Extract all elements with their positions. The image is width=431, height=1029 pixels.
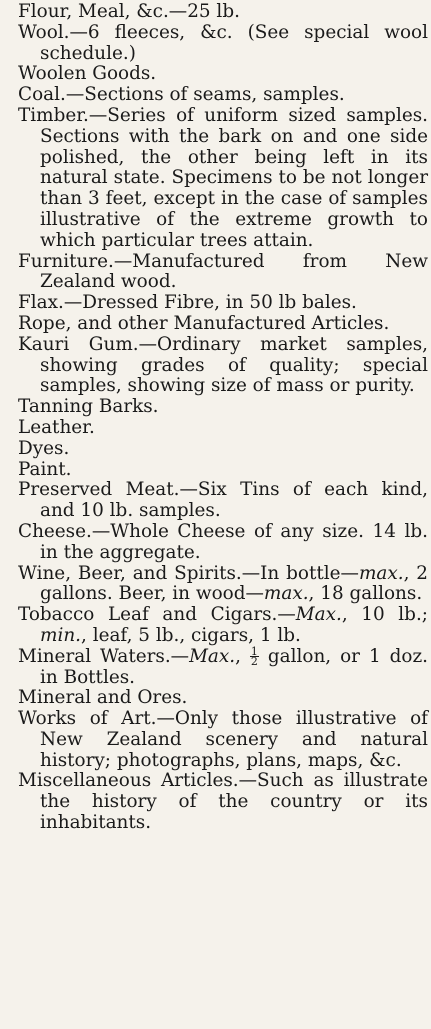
entry-sep: —: [69, 21, 88, 43]
entry-body: Ordinary market samples, showing grades of quality; special samples, showing size of mass or purity.: [40, 333, 428, 397]
entry-body-part: In bottle—: [260, 562, 359, 584]
entry-sep: —: [138, 333, 158, 355]
entry-coal: [18, 85, 428, 106]
entry-body-italic: max.: [263, 583, 309, 605]
entry-body: Six Tins of each kind, and 10 lb. samples.: [40, 479, 429, 522]
entry-head: Flax.: [18, 292, 64, 314]
entry-sep: —: [88, 104, 108, 126]
entry-body: Only those illustrative of New Zealand scenery and natural history; photographs, plans, maps, &c.: [40, 708, 428, 771]
entry-body: Whole Cheese of any size. 14 lb. in the aggregate.: [40, 520, 428, 563]
entry-timber: [18, 106, 428, 252]
entry-head: Dyes.: [18, 437, 70, 459]
entry-head: Kauri Gum.: [18, 333, 139, 355]
fraction-denominator: 2: [250, 655, 258, 669]
entry-sep: —: [238, 770, 258, 792]
entry-preserved-meat: [18, 480, 428, 522]
entry-head: Coal.: [18, 84, 66, 106]
entry-sep: —: [277, 604, 296, 626]
entry-head: Flour, Meal, &c.: [18, 1, 169, 22]
entry-sep: —: [156, 708, 175, 730]
entry-mineral-waters: [18, 647, 428, 689]
entry-head: Mineral and Ores.: [18, 687, 188, 709]
schedule-column: [18, 2, 428, 834]
entry-dyes: [18, 439, 428, 460]
entry-wool: [18, 23, 428, 65]
entry-head: Furniture.: [18, 250, 114, 272]
entry-body-part: , 18 gallons.: [308, 583, 423, 605]
entry-head: Mineral Waters.: [18, 645, 171, 667]
fraction-numerator: 1: [250, 645, 258, 659]
entry-miscellaneous: [18, 771, 428, 833]
entry-body-part: gallon, or 1 doz. in Bottles.: [40, 645, 428, 688]
entry-body-italic: Max.: [295, 604, 342, 626]
entry-head: Rope, and other Manufactured Articles.: [18, 312, 390, 334]
entry-body-part: , 10 lb.;: [341, 604, 428, 626]
entry-head: Miscellaneous Articles.: [18, 770, 239, 792]
entry-body: Series of uniform sized samples. Sections with the bark on and one side polished, the other being left in its natural state. Specimens to be not longer than 3 feet, except in the case of samples illustrative of the extreme growth to which particular trees attain.: [40, 104, 428, 251]
entry-sep: —: [168, 1, 188, 22]
entry-body: Manufactured from New Zealand wood.: [40, 250, 428, 293]
entry-body-italic: max.: [358, 562, 404, 584]
entry-sep: —: [113, 250, 133, 272]
entry-tanning-barks: [18, 397, 428, 418]
entry-works-of-art: [18, 709, 428, 771]
entry-tobacco: [18, 605, 428, 647]
entry-body: Sections of seams, samples.: [84, 84, 345, 106]
entry-furniture: [18, 252, 428, 294]
entry-head: Paint.: [18, 458, 72, 480]
entry-head: Works of Art.: [18, 708, 157, 730]
entry-head: Wool.: [18, 21, 70, 43]
entry-kauri-gum: [18, 335, 428, 397]
entry-leather: [18, 418, 428, 439]
entry-body: Dressed Fibre, in 50 lb bales.: [82, 292, 357, 314]
entry-head: Tobacco Leaf and Cigars.: [18, 604, 278, 626]
entry-minerals-ores: [18, 688, 428, 709]
entry-head: Preserved Meat.: [18, 479, 180, 501]
entry-flour: [18, 2, 428, 23]
entry-body: 6 fleeces, &c. (See special wool schedule.): [40, 21, 428, 64]
entry-body-italic: min.: [40, 624, 82, 646]
entry-sep: —: [91, 520, 111, 542]
entry-rope: [18, 314, 428, 335]
entry-flax: [18, 293, 428, 314]
entry-body-part: ,: [235, 645, 250, 667]
entry-head: Tanning Barks.: [18, 396, 159, 418]
entry-wine: [18, 564, 428, 606]
entry-head: Wine, Beer, and Spirits.: [18, 562, 242, 584]
entry-cheese: [18, 522, 428, 564]
entry-body: Such as illustrate the history of the country or its inhabitants.: [40, 770, 429, 834]
half-fraction: [250, 645, 259, 669]
entry-body: 25 lb.: [187, 1, 240, 22]
entry-body-part: , 2 gallons. Beer, in wood—: [40, 562, 428, 605]
entry-sep: —: [65, 84, 85, 106]
entry-sep: —: [170, 645, 190, 667]
entry-sep: —: [63, 292, 83, 314]
entry-body-part: , leaf, 5 lb., cigars, 1 lb.: [81, 624, 301, 646]
entry-head: Cheese.: [18, 520, 92, 542]
entry-paint: [18, 460, 428, 481]
entry-head: Woolen Goods.: [18, 63, 157, 85]
entry-sep: —: [179, 479, 198, 501]
entry-woolen-goods: [18, 64, 428, 85]
entry-head: Timber.: [18, 104, 89, 126]
entry-head: Leather.: [18, 416, 95, 438]
entry-sep: —: [241, 562, 261, 584]
entry-body-italic: Max.: [189, 645, 236, 667]
